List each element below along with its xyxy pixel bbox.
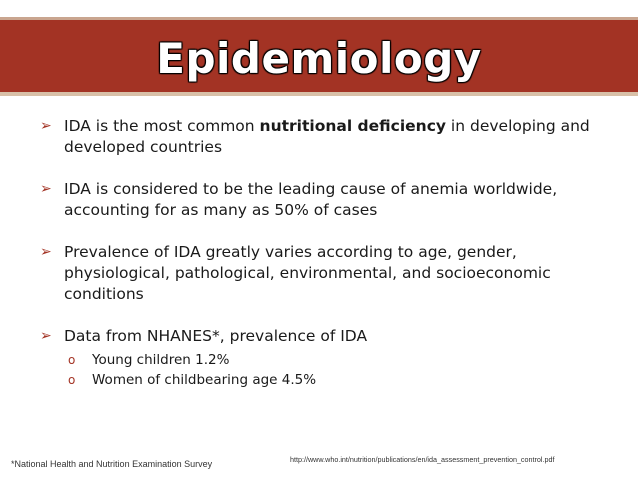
arrow-bullet-icon: ➢: [40, 118, 52, 134]
subbullet-list: [64, 350, 620, 390]
footnote: *National Health and Nutrition Examination Survey: [11, 459, 213, 469]
subbullet-item: [68, 370, 620, 390]
bullet-list: [40, 116, 620, 390]
bullet-item: [40, 116, 620, 158]
arrow-bullet-icon: ➢: [40, 328, 52, 344]
slide-title: Epidemiology: [156, 33, 482, 83]
bullet-item: [40, 242, 620, 305]
source-url: http://www.who.int/nutrition/publications/en/ida_assessment_prevention_control.pdf: [290, 455, 555, 464]
subbullet-item: [68, 350, 620, 370]
bullet-item: [40, 326, 620, 390]
bullet-text-pre: IDA is the most common: [64, 117, 260, 135]
arrow-bullet-icon: ➢: [40, 181, 52, 197]
bullet-text-post: in developing and developed countries: [64, 117, 590, 156]
subbullet-text: Women of childbearing age 4.5%: [92, 372, 317, 388]
bullet-item: [40, 179, 620, 221]
circle-bullet-icon: o: [68, 373, 76, 387]
bullet-text: Prevalence of IDA greatly varies according to age, gender, physiological, pathological, environmental, and socioeconomic conditions: [64, 243, 551, 303]
bullet-text-bold: nutritional deficiency: [259, 117, 446, 135]
circle-bullet-icon: o: [68, 353, 76, 367]
bullet-text: IDA is considered to be the leading cause of anemia worldwide, accounting for as many as 50% of cases: [64, 180, 558, 219]
arrow-bullet-icon: ➢: [40, 244, 52, 260]
bullet-text: Data from NHANES*, prevalence of IDA: [64, 327, 368, 345]
subbullet-text: Young children 1.2%: [92, 352, 230, 368]
